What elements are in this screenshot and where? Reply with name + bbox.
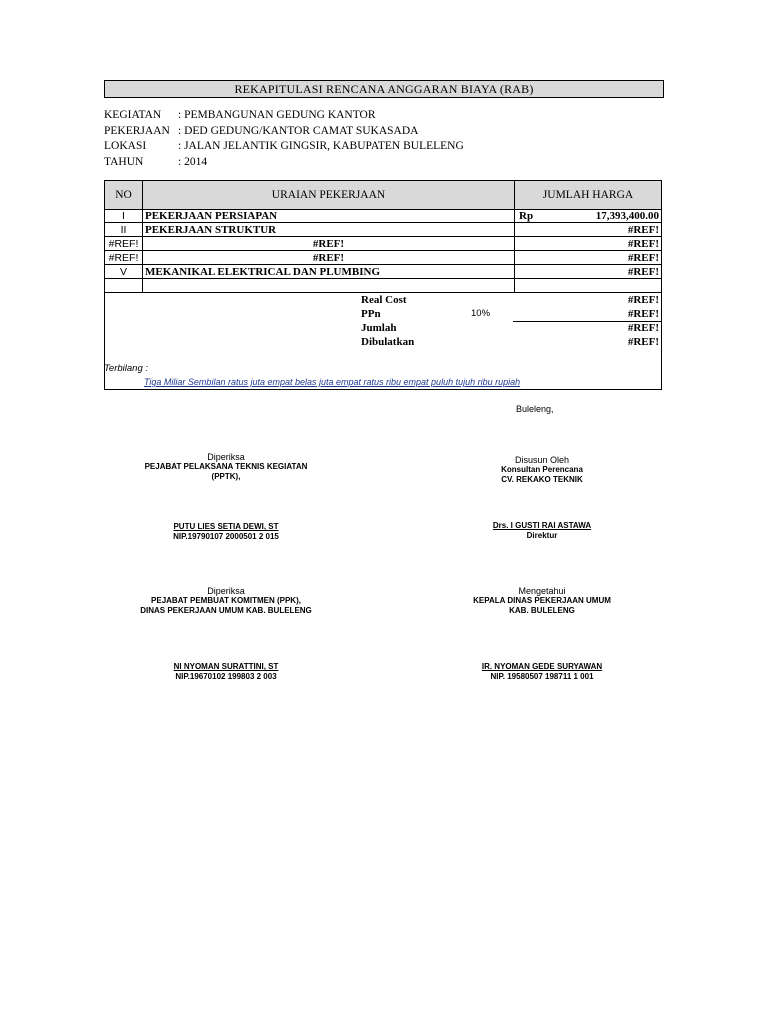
- info-value: : JALAN JELANTIK GINGSIR, KABUPATEN BULELENG: [178, 140, 464, 152]
- info-row-tahun: [104, 155, 464, 171]
- signature-role: Disusun Oleh: [514, 455, 570, 465]
- summary-label: Jumlah: [361, 322, 397, 334]
- signature-title: Konsultan Perencana: [501, 465, 583, 474]
- summary-label: Real Cost: [361, 294, 407, 306]
- row-uraian: MEKANIKAL ELEKTRICAL DAN PLUMBING: [145, 266, 381, 278]
- info-row-kegiatan: [104, 108, 464, 124]
- signature-title: PEJABAT PEMBUAT KOMITMEN (PPK),: [151, 596, 301, 605]
- signature-block-konsultan: [442, 455, 642, 541]
- row-no: II: [120, 224, 127, 236]
- info-row-lokasi: [104, 139, 464, 155]
- row-no: #REF!: [108, 238, 139, 250]
- row-jumlah: #REF!: [627, 238, 659, 250]
- info-value: : PEMBANGUNAN GEDUNG KANTOR: [178, 109, 376, 121]
- signature-title: KEPALA DINAS PEKERJAAN UMUM: [473, 596, 611, 605]
- info-value: : DED GEDUNG/KANTOR CAMAT SUKASADA: [178, 124, 419, 137]
- row-uraian: #REF!: [312, 252, 345, 264]
- row-uraian: PEKERJAAN STRUKTUR: [145, 224, 277, 236]
- signature-nip: Direktur: [526, 531, 558, 540]
- row-jumlah: 17,393,400.00: [595, 210, 659, 222]
- summary-value: #REF!: [627, 308, 659, 320]
- signature-block-ppk: [126, 586, 326, 682]
- info-label: LOKASI: [104, 140, 147, 152]
- signature-role: Diperiksa: [207, 586, 245, 596]
- row-no: #REF!: [108, 252, 139, 264]
- rab-table: [104, 180, 662, 390]
- row-no: I: [122, 210, 125, 222]
- terbilang-label: Terbilang :: [104, 363, 149, 374]
- signature-role: Diperiksa: [207, 452, 245, 462]
- terbilang-text: Tiga Miliar Sembilan ratus juta empat belas juta empat ratus ribu empat puluh tujuh ribu rupiah: [144, 377, 521, 387]
- summary-label: Dibulatkan: [361, 336, 415, 348]
- signature-role: Mengetahui: [518, 586, 566, 596]
- info-row-pekerjaan: [104, 124, 464, 140]
- info-value: : 2014: [178, 155, 208, 168]
- info-label: TAHUN: [104, 155, 144, 168]
- row-uraian: PEKERJAAN PERSIAPAN: [145, 210, 278, 222]
- info-label: PEKERJAAN: [104, 124, 170, 137]
- row-uraian: #REF!: [312, 238, 345, 250]
- signature-nip: NIP. 19580507 198711 1 001: [490, 672, 594, 681]
- signature-block-pptk: [126, 452, 326, 542]
- summary-value: #REF!: [627, 336, 659, 348]
- row-jumlah: #REF!: [627, 266, 659, 278]
- signature-nip: NIP.19790107 2000501 2 015: [173, 532, 279, 541]
- row-jumlah: #REF!: [627, 224, 659, 236]
- signature-name: Drs. I GUSTI RAI ASTAWA: [492, 521, 592, 530]
- row-no: V: [119, 266, 127, 278]
- signature-name: NI NYOMAN SURATTINI, ST: [173, 662, 279, 671]
- document-title: REKAPITULASI RENCANA ANGGARAN BIAYA (RAB): [104, 80, 664, 98]
- summary-pct: 10%: [471, 308, 491, 319]
- signature-block-kepala-dinas: [442, 586, 642, 682]
- signature-title: KAB. BULELENG: [509, 606, 575, 615]
- signature-title: CV. REKAKO TEKNIK: [501, 475, 583, 484]
- signature-title: PEJABAT PELAKSANA TEKNIS KEGIATAN: [144, 462, 308, 471]
- summary-value: #REF!: [627, 322, 659, 334]
- place-date: Buleleng,: [516, 404, 554, 414]
- summary-value: #REF!: [627, 294, 659, 306]
- signature-name: PUTU LIES SETIA DEWI, ST: [173, 522, 279, 531]
- info-label: KEGIATAN: [104, 109, 162, 121]
- signature-nip: NIP.19670102 199803 2 003: [175, 672, 277, 681]
- summary-label: PPn: [361, 308, 381, 320]
- signature-title: DINAS PEKERJAAN UMUM KAB. BULELENG: [140, 606, 312, 615]
- info-block: [104, 108, 464, 170]
- header-uraian: URAIAN PEKERJAAN: [143, 181, 514, 209]
- row-currency: Rp: [519, 210, 534, 222]
- row-jumlah: #REF!: [627, 252, 659, 264]
- signature-title: (PPTK),: [211, 472, 241, 481]
- header-no: NO: [105, 181, 142, 209]
- signature-name: IR. NYOMAN GEDE SURYAWAN: [481, 662, 603, 671]
- header-jumlah: JUMLAH HARGA: [515, 181, 661, 209]
